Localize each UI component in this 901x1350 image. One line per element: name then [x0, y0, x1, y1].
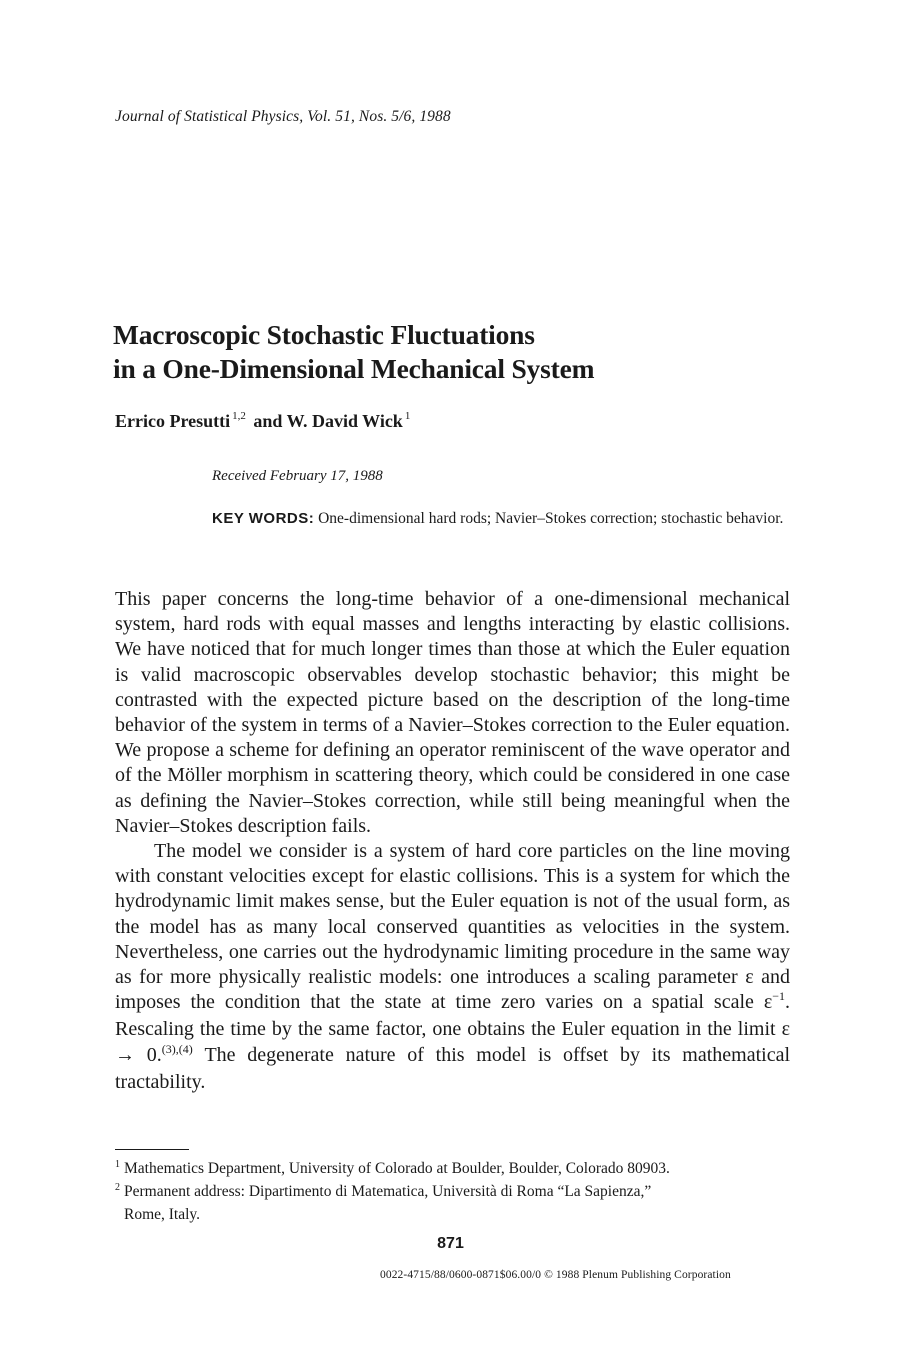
author-list	[115, 411, 413, 432]
abstract-paragraph-1: This paper concerns the long-time behavior of a one-dimensional mechanical system, hard rods with equal masses and lengths interacting by elastic collisions. We have noticed that for much longer times than those at which the Euler equation is valid macroscopic observables develop stochastic behavior; this might be contrasted with the expected picture based on the description of the long-time behavior of the system in terms of a Navier–Stokes correction to the Euler equation. We propose a scheme for defining an operator reminiscent of the wave operator and of the Möller morphism in scattering theory, which could be considered in one case as defining the Navier–Stokes correction, while still being meaningful when the Navier–Stokes description fails.	[115, 588, 790, 837]
footnote-1-text: Mathematics Department, University of Colorado at Boulder, Boulder, Colorado 80903.	[124, 1160, 670, 1177]
abstract-paragraph-2	[115, 839, 790, 1095]
abstract	[115, 587, 790, 1095]
paragraph-2-text-a: The model we consider is a system of hard core particles on the line moving with constant velocities except for elastic collisions. This is a system for which the hydrodynamic limit makes sense, but the Euler equation is not of the usual form, as the model has as many local conserved quantities as velocities in the system. Nevertheless, one carries out the hydrodynamic limiting procedure in the same way as for more physically realistic models: one introduces a scaling parameter ε and imposes the condition that the state at time zero varies on a spatial scale ε	[115, 840, 790, 1014]
footnote-2-continuation: Rome, Italy.	[124, 1206, 201, 1223]
keywords-block	[212, 509, 786, 529]
journal-citation: Journal of Statistical Physics, Vol. 51, Nos. 5/6, 1988	[115, 108, 451, 125]
footnote-divider	[115, 1149, 189, 1150]
author-1-affiliation-marks: 1,2	[232, 410, 246, 422]
footnote-1-mark: 1	[115, 1159, 120, 1170]
footnotes	[115, 1158, 791, 1225]
paragraph-2-text-c: The degenerate nature of this model is offset by its mathematical tractability.	[115, 1043, 791, 1093]
author-2-name: W. David Wick	[286, 411, 403, 431]
footnote-2-text: Permanent address: Dipartimento di Matematica, Università di Roma “La Sapienza,”	[124, 1183, 652, 1200]
reference-marks: (3),(4)	[161, 1041, 193, 1056]
epsilon-exponent: −1	[772, 989, 785, 1004]
footnote-2	[115, 1181, 791, 1225]
author-2-affiliation-marks: 1	[404, 410, 411, 422]
copyright-line: 0022-4715/88/0600-0871$06.00/0 © 1988 Plenum Publishing Corporation	[380, 1269, 731, 1281]
paragraph-2-text-b: . Rescaling the time by the same factor, one obtains the Euler equation in the limit ε → 0.	[115, 991, 790, 1066]
page-number: 871	[437, 1235, 464, 1252]
author-1-name: Errico Presutti	[115, 411, 231, 431]
title-line-1: Macroscopic Stochastic Fluctuations	[113, 319, 535, 350]
keywords-label: KEY WORDS:	[212, 510, 315, 527]
title-line-2: in a One-Dimensional Mechanical System	[113, 353, 595, 384]
footnote-2-mark: 2	[115, 1182, 120, 1193]
received-date: Received February 17, 1988	[212, 468, 383, 484]
paper-title	[113, 318, 594, 386]
footnote-1	[115, 1158, 791, 1181]
author-connector: and	[253, 411, 283, 431]
keywords-text: One-dimensional hard rods; Navier–Stokes correction; stochastic behavior.	[318, 510, 784, 527]
